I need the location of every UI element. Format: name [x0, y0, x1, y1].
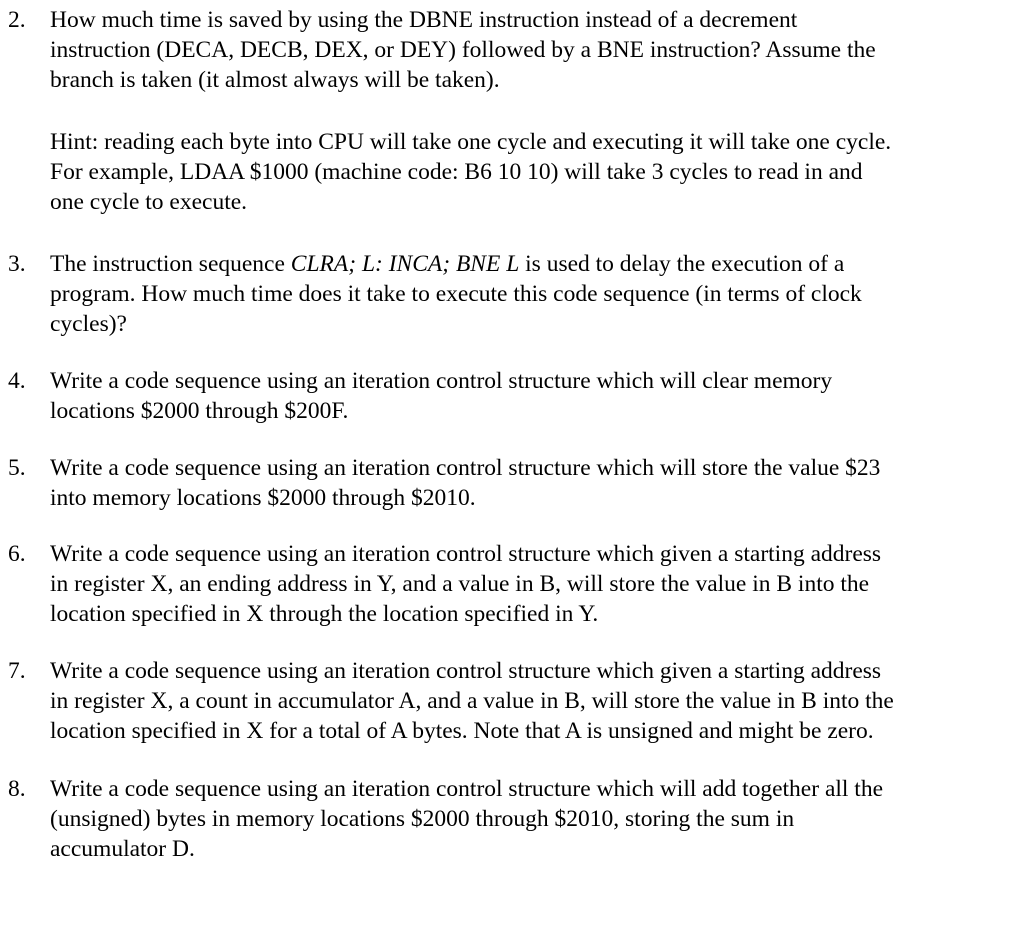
question-number: 4. — [8, 368, 26, 394]
hint-line: Hint: reading each byte into CPU will take one cycle and executing it will take one cycle. — [50, 129, 892, 155]
question-text — [50, 249, 862, 339]
question-number: 5. — [8, 455, 26, 481]
text-line: Write a code sequence using an iteration control structure which will store the value $23 — [50, 455, 881, 481]
text-line: branch is taken (it almost always will be taken). — [50, 67, 500, 93]
hint-line: For example, LDAA $1000 (machine code: B6 10 10) will take 3 cycles to read in and — [50, 159, 863, 185]
text-line: Write a code sequence using an iteration control structure which will add together all the — [50, 776, 884, 802]
question-text — [50, 539, 881, 629]
text-line: Write a code sequence using an iteration control structure which will clear memory — [50, 368, 833, 394]
text-line: location specified in X for a total of A bytes. Note that A is unsigned and might be zero. — [50, 718, 874, 744]
question-number: 3. — [8, 251, 26, 277]
question-number: 6. — [8, 541, 26, 567]
text-line: locations $2000 through $200F. — [50, 398, 349, 424]
question-number: 7. — [8, 658, 26, 684]
text-line: location specified in X through the location specified in Y. — [50, 601, 599, 627]
text-line: cycles)? — [50, 311, 127, 337]
text-line: (unsigned) bytes in memory locations $2000 through $2010, storing the sum in — [50, 806, 795, 832]
question-number: 2. — [8, 7, 26, 33]
text-line — [50, 249, 862, 279]
text-line: instruction (DECA, DECB, DEX, or DEY) followed by a BNE instruction? Assume the — [50, 37, 876, 63]
question-number: 8. — [8, 776, 26, 802]
question-text — [50, 366, 832, 426]
question-text — [50, 656, 894, 746]
text-line: into memory locations $2000 through $2010. — [50, 485, 476, 511]
text-fragment: The instruction sequence — [50, 251, 291, 277]
code-sequence: CLRA; L: INCA; BNE L — [290, 251, 520, 277]
question-2-hint — [50, 127, 891, 217]
text-line: in register X, an ending address in Y, and a value in B, will store the value in B into the — [50, 571, 870, 597]
text-line: program. How much time does it take to execute this code sequence (in terms of clock — [50, 281, 862, 307]
text-line: accumulator D. — [50, 836, 195, 862]
text-fragment: is used to delay the execution of a — [519, 251, 845, 277]
text-line: Write a code sequence using an iteration control structure which given a starting address — [50, 658, 882, 684]
text-line: How much time is saved by using the DBNE instruction instead of a decrement — [50, 7, 798, 33]
text-line: Write a code sequence using an iteration control structure which given a starting address — [50, 541, 882, 567]
question-text — [50, 774, 883, 864]
question-text — [50, 5, 876, 95]
text-line: in register X, a count in accumulator A, and a value in B, will store the value in B into the — [50, 688, 894, 714]
hint-line: one cycle to execute. — [50, 189, 248, 215]
question-text — [50, 453, 880, 513]
